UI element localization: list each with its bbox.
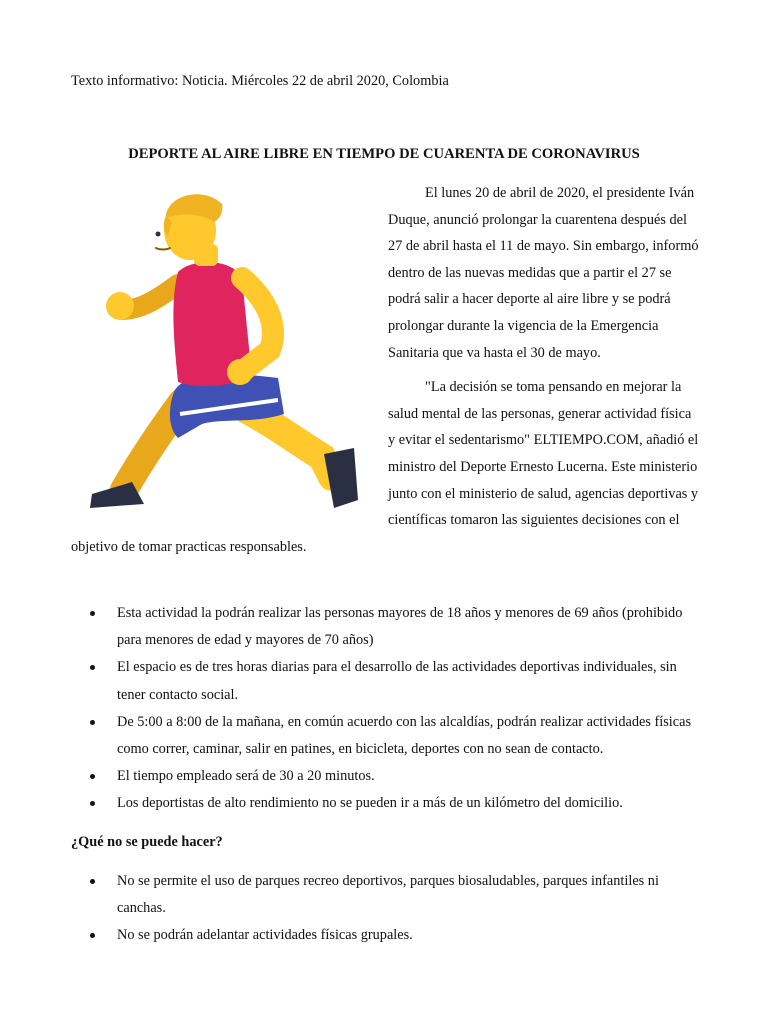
bullet-icon xyxy=(90,774,95,779)
bullet-icon xyxy=(90,879,95,884)
list-item: Los deportistas de alto rendimiento no se pueden ir a más de un kilómetro del domicilio. xyxy=(71,790,699,817)
list-item: De 5:00 a 8:00 de la mañana, en común acuerdo con las alcaldías, podrán realizar actividades físicas como correr, caminar, salir en patines, en bicicleta, deportes con no sean de contacto. xyxy=(71,709,699,763)
measures-list-container xyxy=(71,600,699,818)
paragraph-quote: "La decisión se toma pensando en mejorar la salud mental de las personas, generar actividad física y evitar el sedentarismo" ELTIEMPO.COM, añadió el ministro del Deporte Ernesto Lucerna. Este ministerio junto con el ministerio de salud, agencias deportivas y científicas tomaron las siguientes decisiones con el objetivo de tomar practicas responsables. xyxy=(71,379,699,555)
measures-list xyxy=(71,600,699,818)
prohibitions-list xyxy=(71,868,699,950)
bullet-icon xyxy=(90,801,95,806)
bullet-icon xyxy=(90,665,95,670)
figure-spacer xyxy=(71,180,388,531)
document-header: Texto informativo: Noticia. Miércoles 22 de abril 2020, Colombia xyxy=(71,73,449,89)
section-heading: ¿Qué no se puede hacer? xyxy=(71,834,223,850)
prohibitions-list-container xyxy=(71,868,699,950)
list-item: No se podrán adelantar actividades físicas grupales. xyxy=(71,922,699,949)
bullet-icon xyxy=(90,720,95,725)
bullet-icon xyxy=(90,933,95,938)
list-item: Esta actividad la podrán realizar las personas mayores de 18 años y menores de 69 años (prohibido para menores de edad y mayores de 70 años) xyxy=(71,600,699,654)
paragraph-announcement: El lunes 20 de abril de 2020, el presidente Iván Duque, anunció prolongar la cuarentena después del 27 de abril hasta el 11 de mayo. Sin embargo, informó dentro de las nuevas medidas que a partir el 27 se podrá salir a hacer deporte al aire libre y se podrá prolongar durante la vigencia de la Emergencia Sanitaria que va hasta el 30 de mayo. xyxy=(388,185,699,361)
article-title: DEPORTE AL AIRE LIBRE EN TIEMPO DE CUARENTA DE CORONAVIRUS xyxy=(128,146,640,162)
article-body xyxy=(71,180,699,568)
bullet-icon xyxy=(90,611,95,616)
list-item: El tiempo empleado será de 30 a 20 minutos. xyxy=(71,763,699,790)
list-item: El espacio es de tres horas diarias para el desarrollo de las actividades deportivas individuales, sin tener contacto social. xyxy=(71,654,699,708)
list-item: No se permite el uso de parques recreo deportivos, parques biosaludables, parques infantiles ni canchas. xyxy=(71,868,699,922)
